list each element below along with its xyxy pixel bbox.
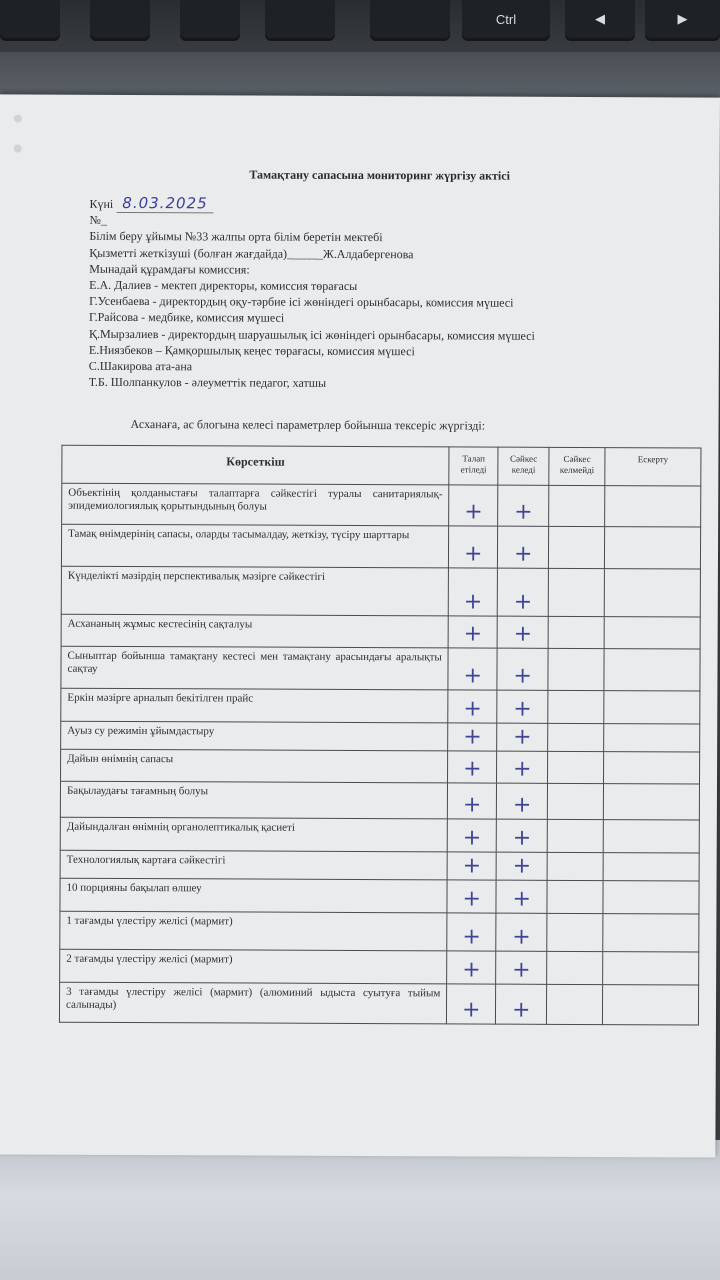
- compliant-mark: +: [497, 648, 548, 690]
- required-mark: +: [448, 751, 497, 783]
- table-row: [61, 646, 700, 691]
- indicator-cell: Технологиялық картаға сәйкестігі: [60, 850, 447, 880]
- indicator-cell: 3 тағамды үлестіру желісі (мармит) (алюминий ыдыста суытуға тыйым салынады): [59, 982, 446, 1024]
- table-header-row: [62, 445, 701, 486]
- table-row: [61, 688, 700, 724]
- info-line: Е.А. Далиев - мектеп директоры, комиссия төрағасы: [89, 277, 358, 294]
- table-row: [61, 614, 700, 649]
- noncompliant-cell: [547, 852, 603, 880]
- note-cell: [605, 527, 701, 569]
- indicator-cell: Сыныптар бойынша тамақтану кестесі мен тамақтану арасындағы аралықты сақтау: [61, 646, 448, 690]
- required-mark: +: [449, 568, 498, 616]
- indicator-cell: 2 тағамды үлестіру желісі (мармит): [60, 949, 447, 984]
- indicator-cell: Дайын өнімнің сапасы: [61, 749, 448, 783]
- required-mark: +: [447, 913, 496, 951]
- indicator-cell: 10 порцияны бақылап өлшеу: [60, 878, 447, 913]
- table-row: [61, 749, 700, 784]
- noncompliant-cell: [549, 485, 605, 526]
- table-row: [60, 878, 699, 914]
- compliant-mark: +: [498, 526, 549, 568]
- table-row: [61, 721, 700, 752]
- info-line: Е.Ниязбеков – Қамқоршылық кеңес төрағасы, комиссия мүшесі: [88, 342, 415, 359]
- compliant-mark: +: [496, 951, 547, 984]
- noncompliant-cell: [547, 951, 603, 984]
- noncompliant-cell: [548, 648, 604, 690]
- compliant-mark: +: [498, 485, 549, 526]
- indicator-cell: Асхананың жұмыс кестесінің сақталуы: [61, 614, 448, 648]
- required-mark: +: [447, 984, 496, 1024]
- inspection-intro: Асханаға, ас блогына келесі параметрлер бойынша тексеріс жүргізді:: [130, 417, 486, 433]
- compliant-mark: +: [497, 568, 548, 616]
- required-mark: +: [447, 880, 496, 913]
- handwritten-date: 8.03.2025: [116, 194, 213, 213]
- required-mark: +: [447, 951, 496, 984]
- header-indicator: Көрсеткіш: [62, 445, 449, 485]
- indicator-cell: Тамақ өнімдерінің сапасы, оларды тасымалдау, жеткізу, түсіру шарттары: [61, 524, 448, 568]
- table-row: [62, 483, 701, 527]
- compliant-mark: +: [497, 783, 548, 819]
- note-cell: [603, 784, 699, 820]
- info-line: Қ.Мырзалиев - директордың шаруашылық ісі жөніндегі орынбасары, комиссия мүшесі: [88, 326, 535, 343]
- keyboard-key: [180, 0, 240, 38]
- info-line: Т.Б. Шолпанкулов - әлеуметтік педагог, хатшы: [88, 375, 327, 391]
- note-cell: [603, 952, 699, 985]
- noncompliant-cell: [547, 880, 603, 913]
- indicator-cell: Бақылаудағы тағамның болуы: [60, 781, 447, 819]
- note-cell: [604, 569, 700, 617]
- note-cell: [603, 881, 699, 914]
- note-cell: [604, 649, 700, 691]
- keyboard-key-left-arrow: ◀: [565, 0, 635, 38]
- noncompliant-cell: [548, 616, 604, 648]
- noncompliant-cell: [548, 723, 604, 751]
- required-mark: +: [447, 852, 496, 880]
- table-row: [61, 524, 700, 569]
- info-line: Білім беру ұйымы №33 жалпы орта білім беретін мектебі: [89, 229, 383, 245]
- desk-surface: [0, 1140, 720, 1280]
- indicator-cell: Дайындалған өнімнің органолептикалық қасиеті: [60, 817, 447, 852]
- compliant-mark: +: [496, 984, 547, 1024]
- note-cell: [603, 820, 699, 853]
- table-row: [59, 982, 698, 1025]
- compliant-mark: +: [496, 913, 547, 951]
- keyboard-key: [370, 0, 450, 38]
- indicator-cell: 1 тағамды үлестіру желісі (мармит): [60, 911, 447, 951]
- compliant-mark: +: [496, 852, 547, 880]
- date-label: Күні: [89, 196, 114, 211]
- number-line: №_: [89, 213, 107, 228]
- required-mark: +: [449, 526, 498, 568]
- indicator-cell: Ауыз су режимін ұйымдастыру: [61, 721, 448, 751]
- indicator-cell: Объектінің қолданыстағы талаптарға сәйкестігі туралы санитариялық-эпидемиологиялық қорытындының болуы: [62, 483, 449, 526]
- noncompliant-cell: [547, 913, 603, 951]
- note-cell: [603, 985, 699, 1025]
- noncompliant-cell: [549, 526, 605, 568]
- info-line: Г.Райсова - медбике, комиссия мүшесі: [89, 310, 285, 326]
- keyboard-background: [0, 0, 720, 100]
- required-mark: +: [447, 819, 496, 852]
- compliant-mark: +: [497, 616, 548, 648]
- keyboard-key: [265, 0, 335, 38]
- note-cell: [604, 691, 700, 724]
- compliant-mark: +: [497, 751, 548, 783]
- noncompliant-cell: [548, 751, 604, 783]
- noncompliant-cell: [548, 690, 604, 723]
- punch-hole: [14, 144, 22, 152]
- keyboard-key-ctrl: Ctrl: [462, 0, 550, 38]
- note-cell: [605, 486, 701, 527]
- document-info: [89, 195, 536, 392]
- note-cell: [603, 853, 699, 881]
- required-mark: +: [448, 616, 497, 648]
- table-row: [60, 949, 699, 985]
- compliant-mark: +: [497, 690, 548, 723]
- keyboard-key: [0, 0, 60, 38]
- note-cell: [603, 914, 699, 952]
- compliant-mark: +: [496, 880, 547, 913]
- document-page: [0, 94, 720, 1157]
- table-row: [60, 850, 699, 881]
- punch-hole: [14, 114, 22, 122]
- noncompliant-cell: [548, 783, 604, 819]
- required-mark: +: [448, 648, 497, 690]
- noncompliant-cell: [547, 819, 603, 852]
- noncompliant-cell: [547, 984, 603, 1024]
- header-note: Ескерту: [605, 448, 701, 486]
- required-mark: +: [448, 723, 497, 751]
- table-row: [61, 566, 700, 617]
- compliant-mark: +: [497, 723, 548, 751]
- header-noncompliant: Сәйкес келмейді: [549, 447, 605, 485]
- indicator-cell: Еркін мәзірге арналып бекітілген прайс: [61, 688, 448, 723]
- document-title: Тамақтану сапасына мониторинг жүргізу актісі: [249, 167, 510, 183]
- note-cell: [604, 752, 700, 784]
- header-required: Талап етіледі: [449, 447, 498, 485]
- info-line: С.Шакирова ата-ана: [88, 358, 193, 374]
- inspection-table: [59, 445, 702, 1026]
- note-cell: [604, 617, 700, 649]
- header-compliant: Сәйкес келеді: [498, 447, 549, 485]
- note-cell: [604, 724, 700, 752]
- table-row: [60, 817, 699, 853]
- required-mark: +: [449, 485, 498, 526]
- compliant-mark: +: [496, 819, 547, 852]
- table-row: [60, 781, 699, 820]
- info-line: Мынадай құрамдағы комиссия:: [89, 261, 250, 277]
- keyboard-key: [90, 0, 150, 38]
- info-line: Г.Усенбаева - директордың оқу-тәрбие ісі жөніндегі орынбасары, комиссия мүшесі: [89, 294, 514, 310]
- table-row: [60, 911, 699, 952]
- keyboard-key-right-arrow: ▶: [645, 0, 720, 38]
- info-line: Қызметті жеткізуші (болған жағдайда)______Ж.Алдабергенова: [89, 245, 414, 261]
- required-mark: +: [448, 690, 497, 723]
- required-mark: +: [448, 783, 497, 819]
- date-line: [89, 195, 535, 214]
- indicator-cell: Күнделікті мәзірдің перспективалық мәзірге сәйкестігі: [61, 566, 448, 616]
- noncompliant-cell: [548, 568, 604, 616]
